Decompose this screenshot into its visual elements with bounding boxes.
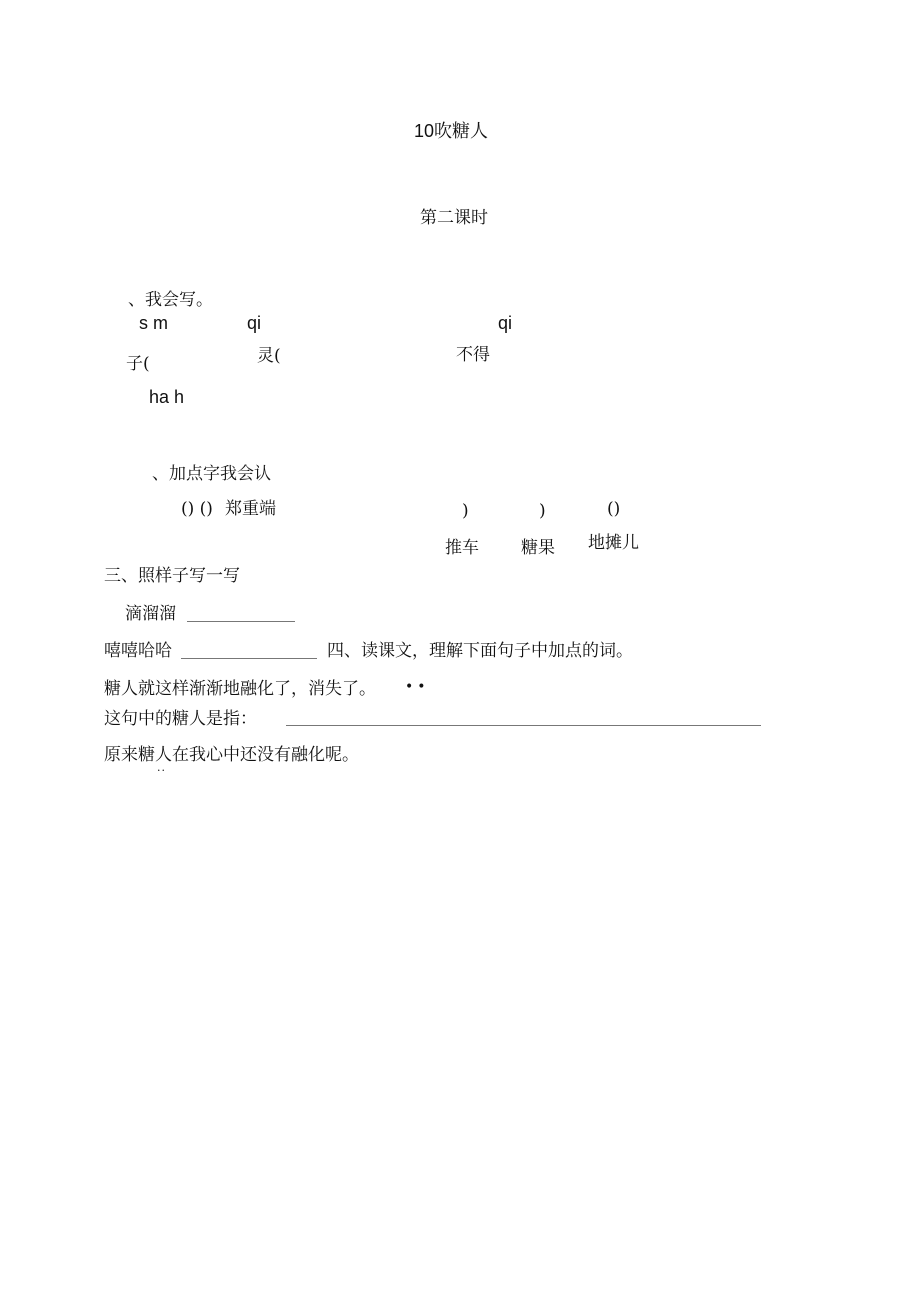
sentence-2: 原来糖人在我心中还没有融化呢。 [104,745,359,765]
answer-line-1 [187,621,295,622]
lesson-subtitle: 第二课时 [420,208,488,228]
section2-heading: 、加点字我会认 [152,464,271,484]
section1-heading: 、我会写。 [128,290,213,310]
section4-heading: 四、读课文，理解下面句子中加点的词。 [327,641,633,661]
pinyin-qi-1: qi [247,313,262,333]
word-ling: 灵( [257,346,281,366]
example-diliuliu: 滴溜溜 [125,604,176,624]
pinyin-sm: s m [139,313,168,333]
paren-2: ) [462,501,469,521]
emphasis-dots-2: ·· [157,764,166,777]
paren-4: () [607,499,621,519]
word-tangguo: 糖果 [521,538,555,558]
word-budei: 不得 [456,345,490,365]
page-title: 10吹糖人 [414,121,489,141]
word-tuiche: 推车 [445,538,479,558]
answer-line-3 [286,725,761,726]
question-1: 这句中的糖人是指： [104,709,257,729]
emphasis-dots-1: •• [405,679,430,695]
paren-3: ) [539,501,546,521]
word-zi: 子( [126,354,150,374]
example-xixihaha: 嘻嘻哈哈 [104,641,172,661]
word-ditanr: 地摊儿 [588,533,639,553]
pinyin-hah: ha h [149,387,185,407]
answer-line-2 [181,658,317,659]
sentence-1: 糖人就这样渐渐地融化了，消失了。 [104,679,376,699]
pinyin-qi-2: qi [498,313,513,333]
word-zhengzhongduan: 郑重端 [225,499,276,519]
parens-1: () () [181,499,213,519]
section3-heading: 三、照样子写一写 [104,566,240,586]
